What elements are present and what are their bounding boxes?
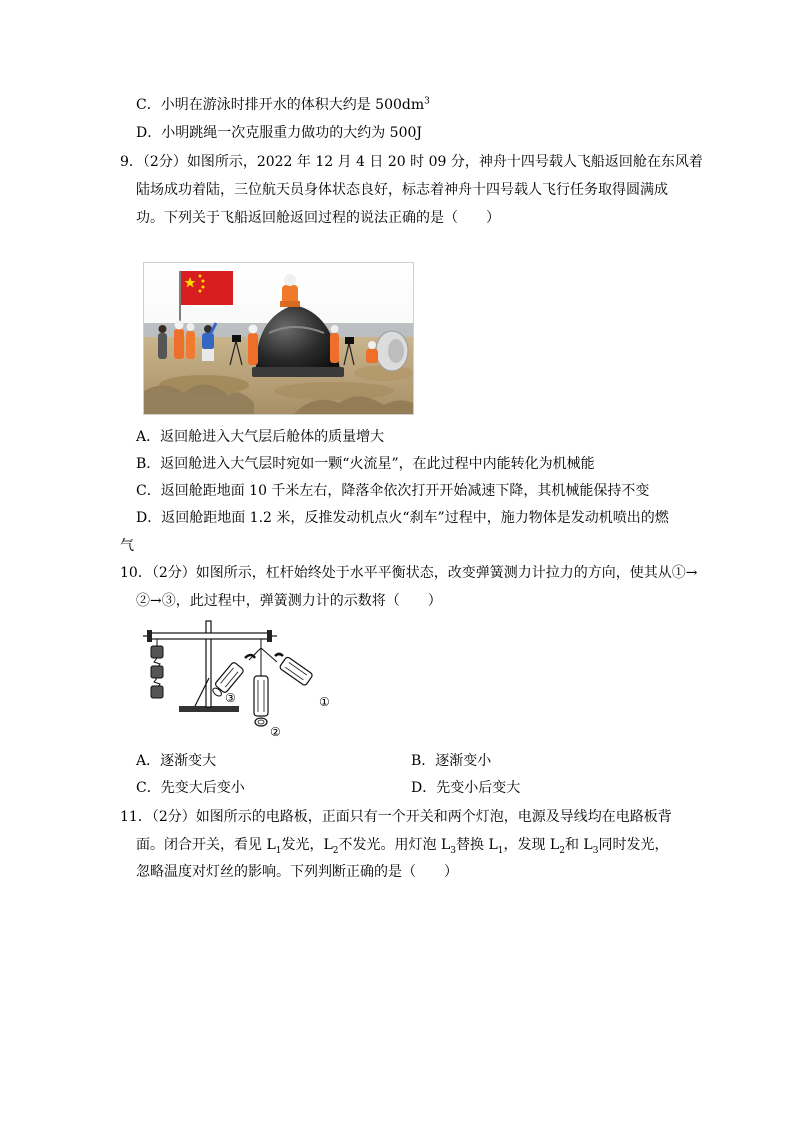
q10-option-d: D．先变小后变大 bbox=[411, 780, 521, 796]
q10-option-a: A．逐渐变大 bbox=[136, 753, 217, 769]
q9-option-d-line2: 气 bbox=[120, 538, 134, 554]
q8-option-c: C．小明在游泳时排开水的体积大约是 $500dm^3$ bbox=[136, 96, 430, 113]
q9-option-b: B．返回舱进入大气层时宛如一颗“火流星”，在此过程中内能转化为机械能 bbox=[136, 456, 595, 472]
lever-diagram bbox=[143, 618, 343, 743]
lever-balance-illustration bbox=[143, 618, 343, 743]
q10-option-c: C．先变大后变小 bbox=[136, 780, 245, 796]
q9-stem-line2: 陆场成功着陆，三位航天员身体状态良好，标志着神舟十四号载人飞行任务取得圆满成 bbox=[136, 182, 668, 198]
q10-stem-line1: 10．（2分）如图所示，杠杆始终处于水平平衡状态，改变弹簧测力计拉力的方向，使其从①→ bbox=[120, 565, 698, 581]
q8-option-d: D．小明跳绳一次克服重力做功的大约为 500J bbox=[136, 125, 423, 141]
q11-stem-line3: 忽略温度对灯丝的影响。下列判断正确的是（ ） bbox=[136, 864, 458, 880]
q9-stem-line3: 功。下列关于飞船返回舱返回过程的说法正确的是（ ） bbox=[136, 210, 500, 226]
q9-option-c: C．返回舱距地面 10 千米左右，降落伞依次打开开始减速下降，其机械能保持不变 bbox=[136, 483, 650, 499]
capsule-landing-illustration bbox=[144, 263, 413, 414]
capsule-landing-photo bbox=[143, 262, 414, 415]
q11-stem-line1: 11．（2分）如图所示的电路板，正面只有一个开关和两个灯泡，电源及导线均在电路板背 bbox=[120, 809, 672, 825]
q9-option-d-line1: D．返回舱距地面 1.2 米，反推发动机点火“刹车”过程中，施力物体是发动机喷出的燃 bbox=[136, 510, 669, 526]
label-3: ③ bbox=[225, 691, 236, 705]
label-1: ① bbox=[319, 695, 330, 709]
superscript: 3 bbox=[424, 96, 430, 107]
q10-option-b: B．逐渐变小 bbox=[411, 753, 492, 769]
label-2: ② bbox=[270, 725, 281, 739]
q9-option-a: A．返回舱进入大气层后舱体的质量增大 bbox=[136, 429, 385, 445]
q11-stem-line2: 面。闭合开关，看见 $L_1$发光，$L_2$不发光。用灯泡 $L_3$替换 $L_1$，发现 $L_2$和 $L_3$同时发光， bbox=[136, 837, 669, 856]
q10-stem-line2: ②→③，此过程中，弹簧测力计的示数将（ ） bbox=[136, 593, 442, 609]
q9-stem-line1: 9．（2分）如图所示，2022 年 12 月 4 日 20 时 09 分，神舟十四号载人飞船返回舱在东风着 bbox=[120, 154, 703, 170]
